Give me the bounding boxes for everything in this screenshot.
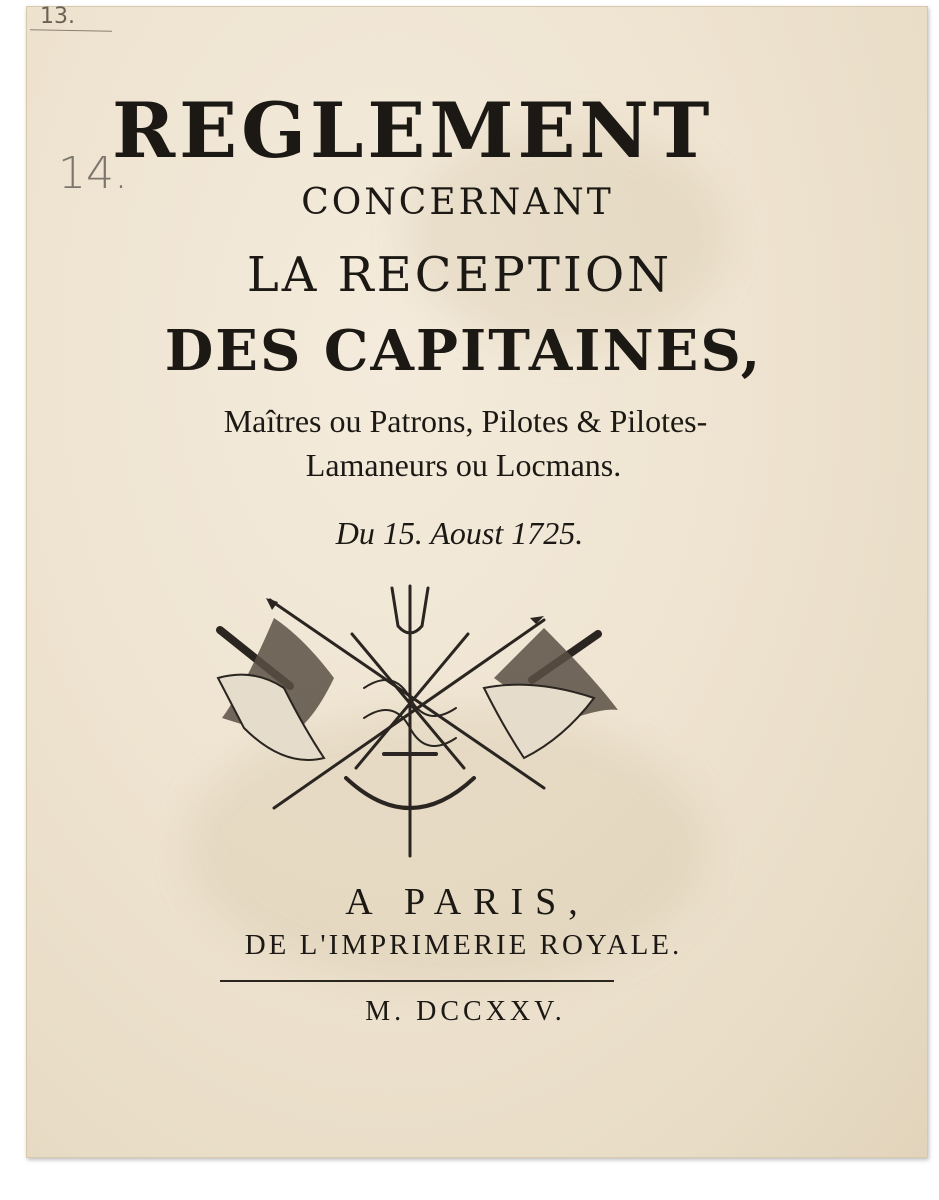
- title-line-lamaneurs: Lamaneurs ou Locmans.: [305, 447, 622, 483]
- naval-trophy-icon: [214, 578, 624, 858]
- imprint-city: A PARIS,: [345, 881, 590, 923]
- title-line-reception: LA RECEPTION: [246, 247, 673, 303]
- title-line-concernant: CONCERNANT: [301, 182, 614, 223]
- pencil-annotation-13: 13.: [40, 4, 75, 29]
- document-date: Du 15. Aoust 1725.: [335, 515, 584, 551]
- title-line-capitaines: DES CAPITAINES,: [164, 318, 763, 384]
- title-line-maitres: Maîtres ou Patrons, Pilotes & Pilotes-: [223, 403, 708, 439]
- imprint-year: M. DCCXXV.: [365, 996, 566, 1027]
- document-title: REGLEMENT: [112, 86, 714, 175]
- imprint-rule: [220, 980, 614, 982]
- imprint-printer: DE L'IMPRIMERIE ROYALE.: [244, 929, 683, 961]
- pencil-annotation-14: 14.: [58, 148, 128, 199]
